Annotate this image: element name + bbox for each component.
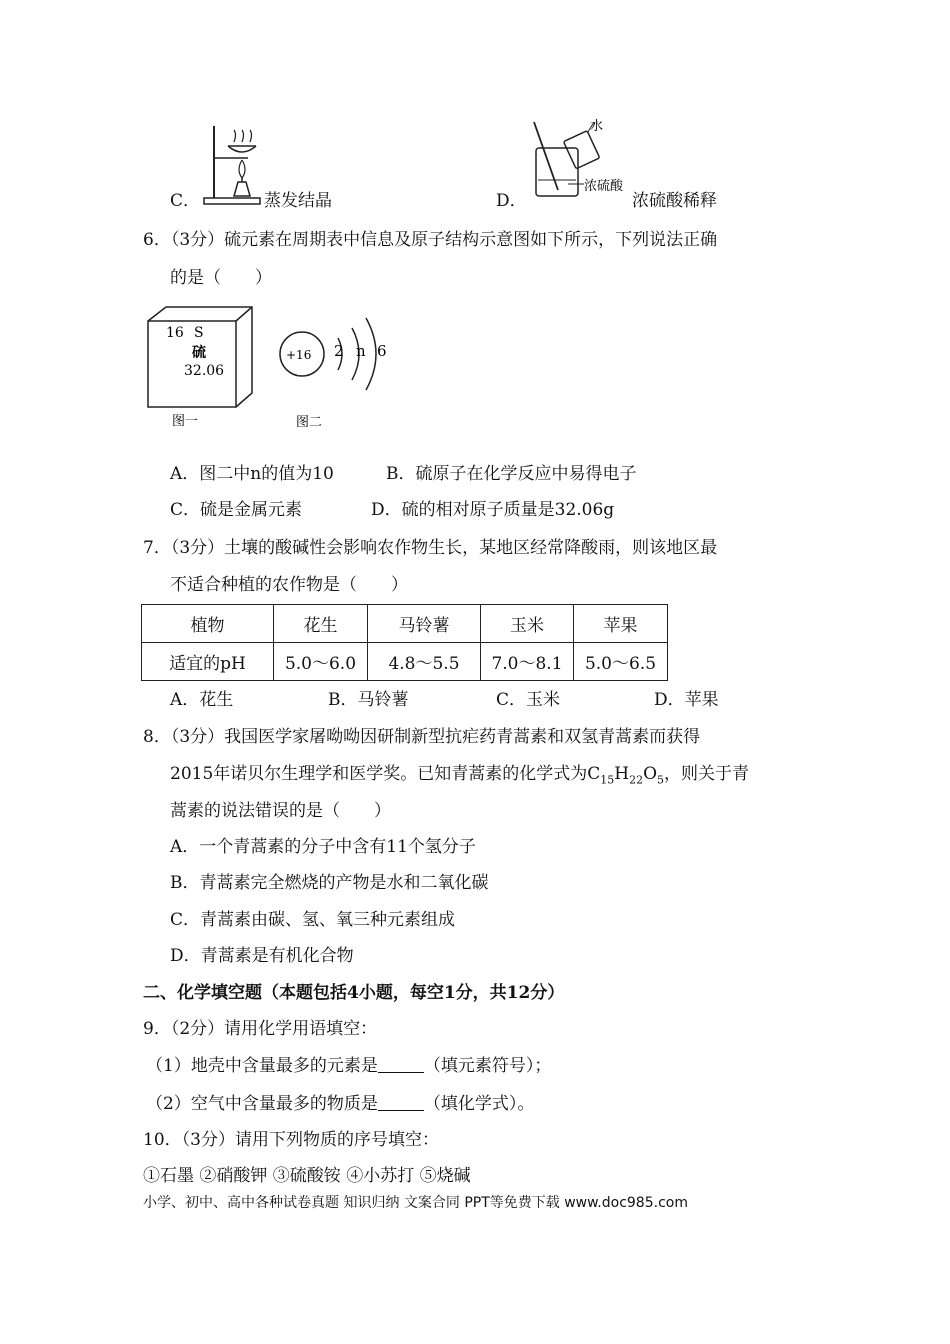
element-symbol: S xyxy=(194,325,204,341)
q8-stem-line2-tail: ，则关于青 xyxy=(664,764,750,784)
q6-stem-line2: 的是（ ） xyxy=(170,268,272,288)
option-d-label: 浓硫酸稀释 xyxy=(632,191,717,211)
acid-dilution-figure xyxy=(528,118,632,200)
element-name: 硫 xyxy=(192,345,206,361)
q6-option-a: A．图二中n的值为10 xyxy=(170,464,334,484)
nucleus-charge: +16 xyxy=(286,348,312,362)
q9-stem: 9．（2分）请用化学用语填空： xyxy=(143,1019,378,1039)
shell3-electrons: 6 xyxy=(377,342,387,360)
page-footer: 小学、初中、高中各种试卷真题 知识归纳 文案合同 PPT等免费下载 www.doc985.com xyxy=(143,1195,688,1211)
q8-stem-line2 xyxy=(170,763,749,791)
shell1-electrons: 2 xyxy=(334,342,344,360)
option-d-letter: D． xyxy=(496,191,527,211)
q9-item1: （1）地壳中含量最多的元素是 （填元素符号）； xyxy=(146,1056,552,1076)
q10-stem: 10．（3分）请用下列物质的序号填空： xyxy=(143,1130,439,1150)
table-row xyxy=(142,605,668,643)
q8-option-d: D．青蒿素是有机化合物 xyxy=(170,946,354,966)
option-c-label: 蒸发结晶 xyxy=(264,191,332,211)
q6-option-d: D．硫的相对原子质量是32.06g xyxy=(371,500,615,520)
q7-option-d: D．苹果 xyxy=(654,690,719,710)
q8-stem-line3: 蒿素的说法错误的是（ ） xyxy=(170,801,391,821)
table-header-cell: 植物 xyxy=(142,605,274,643)
chemical-formula: $C_{15}H_{22}O_5$ xyxy=(587,764,665,787)
table-row xyxy=(142,643,668,681)
q7-option-a: A．花生 xyxy=(170,690,234,710)
periodic-table-cell-figure xyxy=(146,305,268,429)
figure1-caption: 图一 xyxy=(172,414,199,429)
water-label: 水 xyxy=(590,119,604,134)
shell2-electrons: n xyxy=(356,342,366,360)
atomic-number: 16 xyxy=(166,325,184,341)
answer-blank[interactable] xyxy=(378,1094,424,1111)
acid-label: 浓硫酸 xyxy=(584,179,624,194)
answer-blank[interactable] xyxy=(378,1056,424,1073)
table-cell: 马铃薯 xyxy=(368,605,481,643)
q10-items: ①石墨 ②硝酸钾 ③硫酸铵 ④小苏打 ⑤烧碱 xyxy=(143,1166,471,1186)
q8-stem-line1: 8．（3分）我国医学家屠呦呦因研制新型抗疟药青蒿素和双氢青蒿素而获得 xyxy=(143,727,701,747)
table-cell: 7.0～8.1 xyxy=(481,643,574,681)
q8-stem-line2-text: 2015年诺贝尔生理学和医学奖。已知青蒿素的化学式为 xyxy=(170,764,588,784)
q7-option-c: C．玉米 xyxy=(496,690,561,710)
q6-option-c: C．硫是金属元素 xyxy=(170,500,303,520)
table-cell: 玉米 xyxy=(481,605,574,643)
evaporation-apparatus-figure xyxy=(202,122,264,208)
section-title: 二、化学填空题（本题包括4小题，每空1分，共12分） xyxy=(143,983,565,1003)
q6-option-b: B．硫原子在化学反应中易得电子 xyxy=(386,464,637,484)
figure2-caption: 图二 xyxy=(296,415,323,430)
q7-stem-line1: 7．（3分）土壤的酸碱性会影响农作物生长，某地区经常降酸雨，则该地区最 xyxy=(143,538,718,558)
q9-item2: （2）空气中含量最多的物质是 （填化学式）。 xyxy=(146,1094,535,1114)
q8-option-b: B．青蒿素完全燃烧的产物是水和二氧化碳 xyxy=(170,873,489,893)
table-cell: 苹果 xyxy=(574,605,668,643)
table-cell: 5.0～6.5 xyxy=(574,643,668,681)
table-header-cell: 适宜的pH xyxy=(142,643,274,681)
table-cell: 4.8～5.5 xyxy=(368,643,481,681)
q7-option-b: B．马铃薯 xyxy=(328,690,409,710)
atomic-mass: 32.06 xyxy=(184,363,225,379)
table-cell: 花生 xyxy=(274,605,368,643)
q8-option-c: C．青蒿素由碳、氢、氧三种元素组成 xyxy=(170,910,456,930)
table-cell: 5.0～6.0 xyxy=(274,643,368,681)
ph-table xyxy=(141,604,668,681)
q8-option-a: A．一个青蒿素的分子中含有11个氢分子 xyxy=(170,837,476,857)
atomic-structure-figure xyxy=(276,312,396,430)
option-c-letter: C． xyxy=(170,191,201,211)
q6-stem-line1: 6．（3分）硫元素在周期表中信息及原子结构示意图如下所示，下列说法正确 xyxy=(143,230,718,250)
q7-stem-line2: 不适合种植的农作物是（ ） xyxy=(170,575,408,595)
